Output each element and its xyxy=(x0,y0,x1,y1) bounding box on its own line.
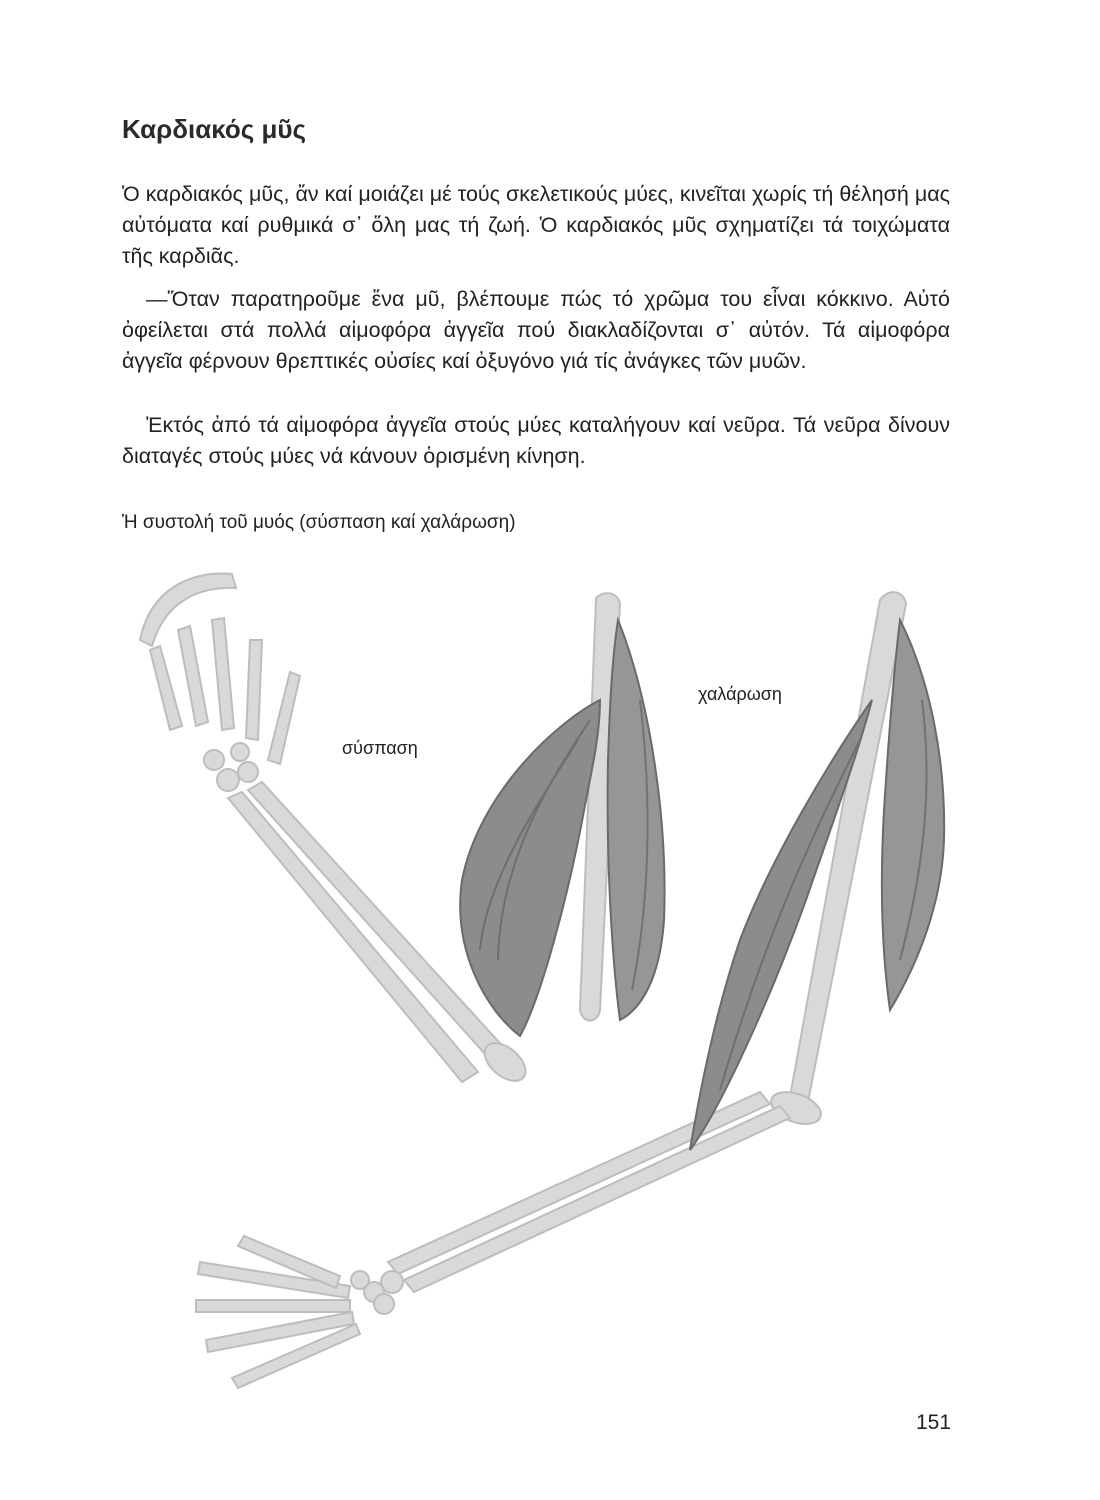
label-relaxation: χαλάρωση xyxy=(698,684,782,704)
biceps-muscle-contracted xyxy=(460,700,600,1036)
paragraph-cardiac-muscle: Ὁ καρδιακός μῦς, ἄν καί μοιάζει μέ τούς σκελετικούς μύες, κινεῖται χωρίς τή θέλησή μας αὐτόματα καί ρυθμικά σ᾽ ὅλη μας τή ζωή. Ὁ καρδιακός μῦς σχηματίζει τά τοιχώματα τῆς καρδιᾶς. xyxy=(122,182,950,268)
biceps-muscle-relaxed xyxy=(690,700,872,1150)
contracted-muscles xyxy=(460,620,664,1036)
triceps-muscle-left xyxy=(608,620,665,1020)
ulna-bone-left xyxy=(228,792,478,1082)
section-heading: Καρδιακός μῦς xyxy=(122,114,307,144)
label-contraction: σύσπαση xyxy=(342,738,418,758)
radius-bone-right xyxy=(404,1106,790,1292)
relaxed-arm-illustration xyxy=(196,592,906,1388)
ulna-bone-right xyxy=(388,1092,770,1274)
paragraph-nerves: Ἐκτός ἀπό τά αἱμοφόρα ἀγγεῖα στούς μύες καταλήγουν καί νεῦρα. Τά νεῦρα δίνουν διαταγές στούς μύες νά κάνουν ὁρισμένη κίνηση. xyxy=(122,413,950,468)
page-number: 151 xyxy=(916,1411,952,1434)
figure-caption: Ἡ συστολή τοῦ μυός (σύσπαση καί χαλάρωση) xyxy=(122,512,516,533)
paragraph-blood-vessels: —Ὅταν παρατηροῦμε ἕνα μῦ, βλέπουμε πώς τό χρῶμα του εἶναι κόκκινο. Αὐτό ὀφείλεται στά πολλά αἱμοφόρα ἀγγεῖα πού διακλαδίζονται σ᾽ αὐτόν. Τά αἱμοφόρα ἀγγεῖα φέρνουν θρεπτικές οὐσίες καί ὀξυγόνο γιά τίς ἀνάγκες τῶν μυῶν. xyxy=(122,287,950,373)
